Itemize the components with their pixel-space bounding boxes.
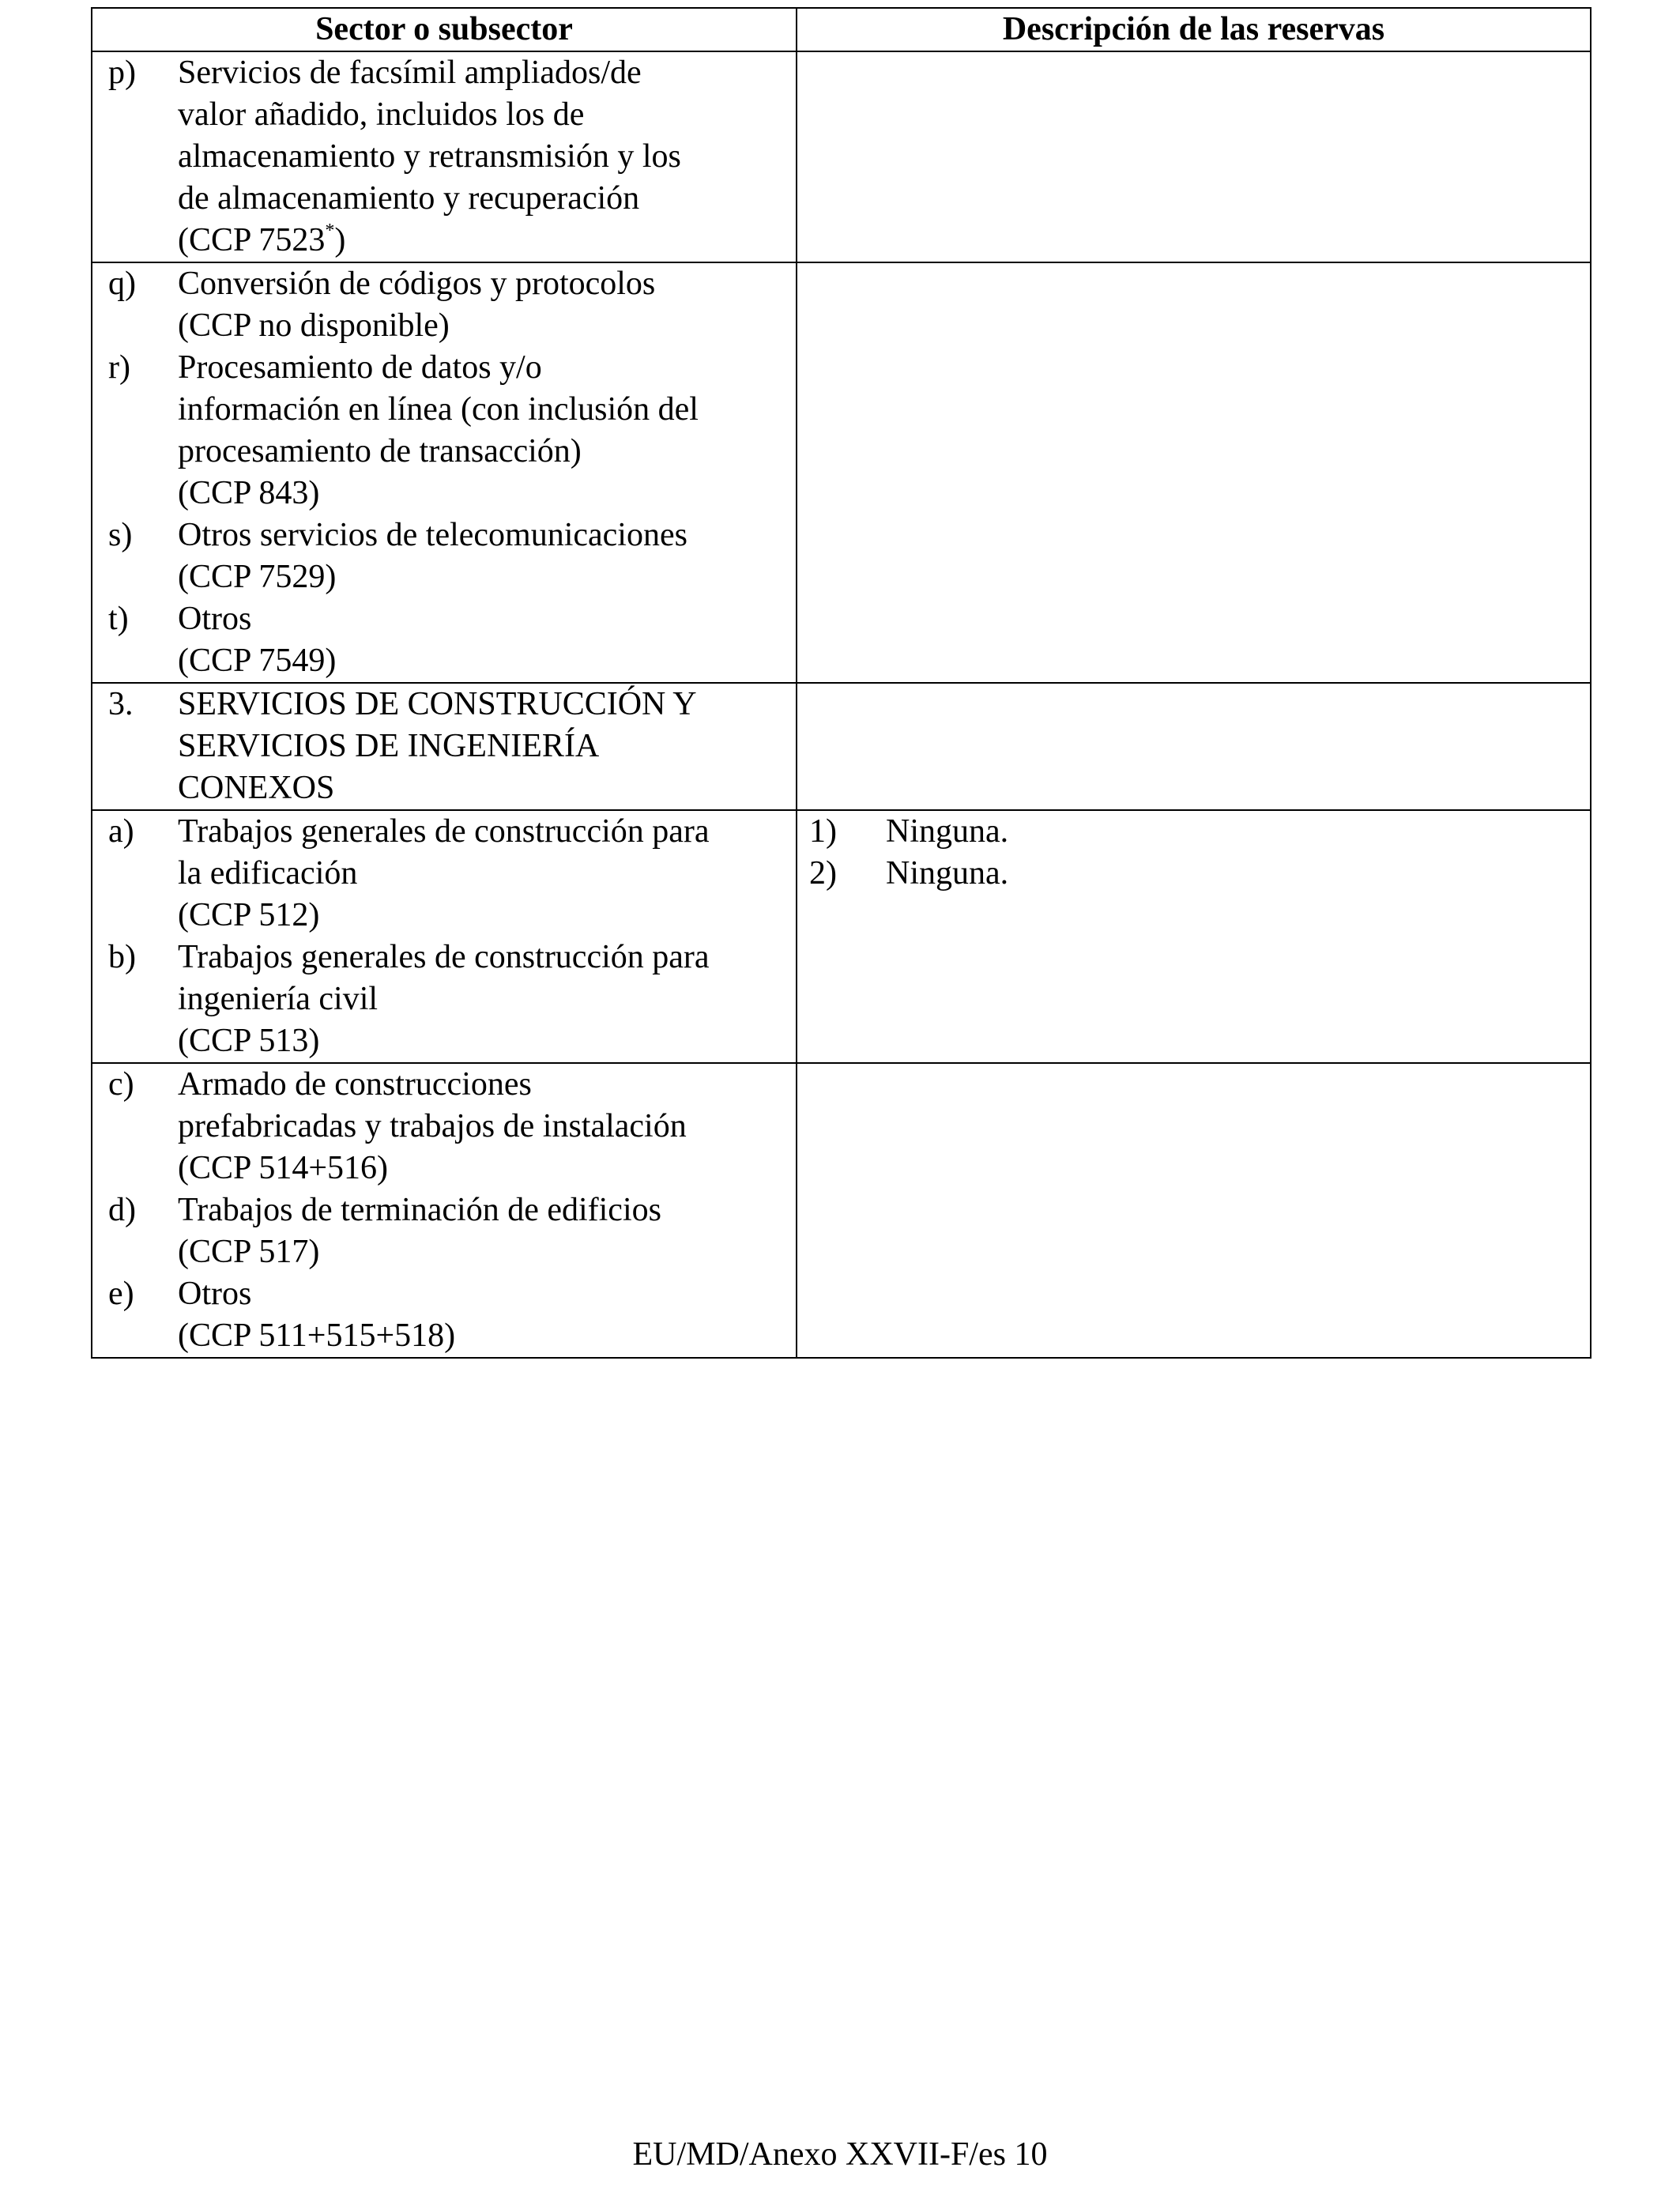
item-line: (CCP 7549)	[178, 643, 337, 679]
description-cell	[797, 262, 1591, 683]
table-row	[92, 810, 1591, 1063]
table-row	[92, 51, 1591, 262]
item-line: prefabricadas y trabajos de instalación	[178, 1108, 687, 1144]
item-line: ingeniería civil	[178, 981, 379, 1017]
item-line: SERVICIOS DE INGENIERÍA	[178, 728, 600, 764]
reserve-item	[797, 811, 1590, 853]
header-row	[92, 8, 1591, 51]
ccp-code: (CCP 7523*)	[178, 221, 346, 258]
sector-cell	[92, 810, 797, 1063]
reserve-number: 2)	[809, 855, 837, 892]
item-text	[178, 347, 796, 515]
sector-cell	[92, 262, 797, 683]
item-line: Trabajos generales de construcción para	[178, 939, 710, 975]
item-line: (CCP 512)	[178, 897, 320, 933]
item-line: Otros	[178, 601, 252, 637]
list-item	[92, 347, 796, 515]
item-line: Otros servicios de telecomunicaciones	[178, 517, 687, 553]
item-number: q)	[108, 266, 136, 302]
description-cell	[797, 810, 1591, 1063]
item-line: almacenamiento y retransmisión y los	[178, 138, 681, 175]
item-line: (CCP 517)	[178, 1234, 320, 1270]
item-line: SERVICIOS DE CONSTRUCCIÓN Y	[178, 686, 697, 722]
description-cell	[797, 683, 1591, 810]
reservations-table	[91, 7, 1591, 1359]
table-row	[92, 1063, 1591, 1358]
table-row	[92, 683, 1591, 810]
item-line: (CCP no disponible)	[178, 307, 450, 344]
table-row	[92, 262, 1591, 683]
item-text	[178, 1189, 796, 1273]
item-number: a)	[108, 813, 134, 850]
item-text	[178, 263, 796, 347]
list-item	[92, 263, 796, 347]
list-item	[92, 1189, 796, 1273]
item-number: d)	[108, 1192, 136, 1228]
page-footer: EU/MD/Anexo XXVII-F/es 10	[632, 2136, 1048, 2173]
item-line: información en línea (con inclusión del	[178, 391, 699, 428]
item-line: Trabajos de terminación de edificios	[178, 1192, 661, 1228]
section-heading	[178, 684, 796, 809]
reserve-text: Ninguna.	[886, 855, 1009, 892]
item-line: Armado de construcciones	[178, 1066, 532, 1103]
item-line: procesamiento de transacción)	[178, 433, 582, 469]
item-number: e)	[108, 1276, 134, 1312]
item-line: de almacenamiento y recuperación	[178, 180, 640, 217]
item-text	[178, 52, 796, 262]
sector-cell	[92, 51, 797, 262]
item-line: valor añadido, incluidos los de	[178, 96, 585, 133]
item-text	[178, 515, 796, 598]
item-text	[178, 1273, 796, 1357]
item-number: t)	[108, 601, 129, 637]
sector-cell	[92, 683, 797, 810]
item-line: Conversión de códigos y protocolos	[178, 266, 656, 302]
description-cell	[797, 51, 1591, 262]
item-line: Otros	[178, 1276, 252, 1312]
reserve-text: Ninguna.	[886, 813, 1009, 850]
item-line: Procesamiento de datos y/o	[178, 349, 542, 386]
item-line: CONEXOS	[178, 770, 335, 806]
item-number: b)	[108, 939, 136, 975]
header-sector: Sector o subsector	[92, 8, 797, 51]
item-line: la edificación	[178, 855, 358, 892]
list-item	[92, 52, 796, 262]
list-item	[92, 937, 796, 1062]
item-text	[178, 598, 796, 682]
item-line: Trabajos generales de construcción para	[178, 813, 710, 850]
item-line: Servicios de facsímil ampliados/de	[178, 55, 642, 91]
list-item	[92, 515, 796, 598]
item-number: p)	[108, 55, 136, 91]
header-description: Descripción de las reservas	[797, 8, 1591, 51]
item-number: s)	[108, 517, 133, 553]
reserve-item	[797, 853, 1590, 895]
item-line: (CCP 843)	[178, 475, 320, 511]
item-line: (CCP 511+515+518)	[178, 1318, 456, 1354]
footnote-marker: *	[325, 221, 335, 241]
description-cell	[797, 1063, 1591, 1358]
list-item	[92, 1064, 796, 1189]
item-line: (CCP 7529)	[178, 559, 337, 595]
item-number: c)	[108, 1066, 134, 1103]
item-number: r)	[108, 349, 130, 386]
list-item	[92, 811, 796, 937]
reserve-number: 1)	[809, 813, 837, 850]
sector-cell	[92, 1063, 797, 1358]
item-number: 3.	[108, 686, 134, 722]
item-text	[178, 937, 796, 1062]
item-text	[178, 811, 796, 937]
list-item	[92, 684, 796, 809]
list-item	[92, 1273, 796, 1357]
list-item	[92, 598, 796, 682]
item-line: (CCP 514+516)	[178, 1150, 388, 1186]
item-text	[178, 1064, 796, 1189]
item-line: (CCP 513)	[178, 1023, 320, 1059]
